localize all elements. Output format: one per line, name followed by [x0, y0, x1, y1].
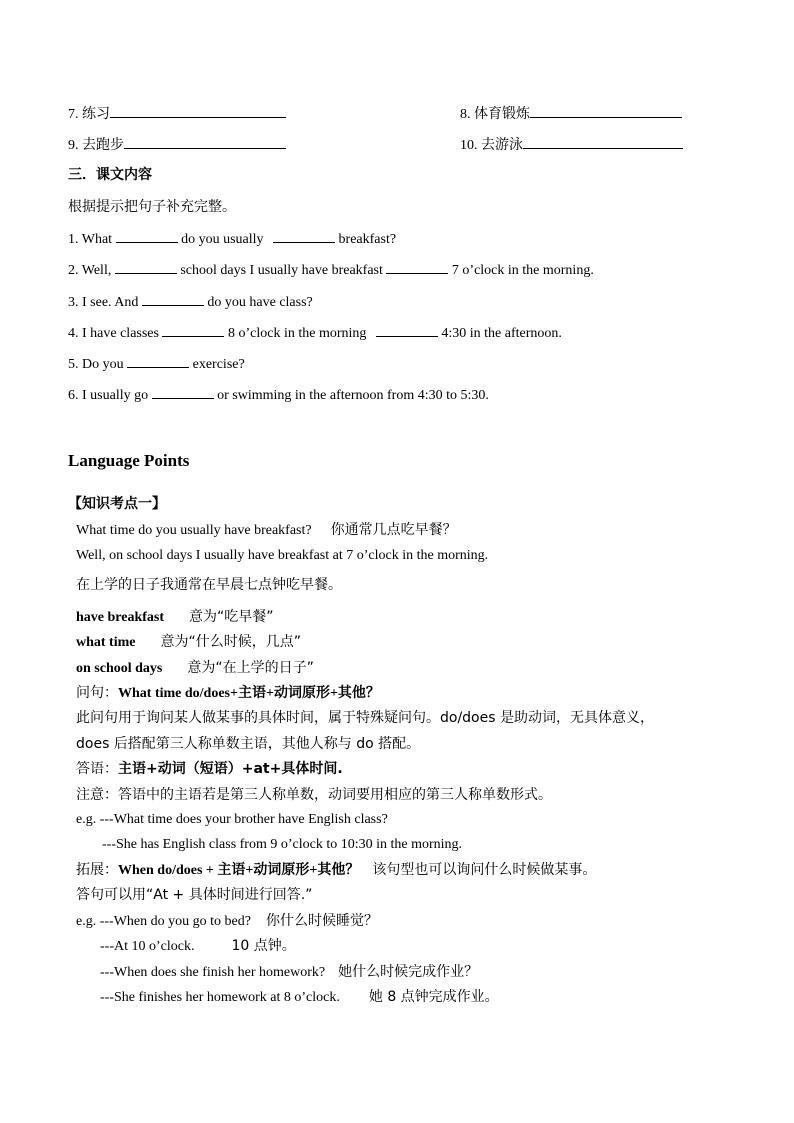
answer-blank[interactable]: [386, 260, 448, 274]
sentence-text: 2. Well,: [68, 263, 112, 278]
section-instruction: 根据提示把句子补充完整。: [68, 199, 236, 215]
knowledge-point-title: 【知识考点一】: [68, 496, 166, 512]
sentence-text: exercise?: [192, 357, 245, 372]
example-answer: Well, on school days I usually have breakfast at 7 o’clock in the morning.: [76, 548, 489, 563]
example-1-question: e.g. ---What time does your brother have English class?: [76, 812, 388, 827]
phrase-meaning: 意为“吃早餐”: [189, 609, 274, 625]
sentence-text: school days I usually have breakfast: [180, 263, 383, 278]
section-heading: 三．课文内容: [68, 167, 152, 183]
label: 答语：: [76, 761, 118, 777]
note-line: 注意：答语中的主语若是第三人称单数，动词要用相应的第三人称单数形式。: [76, 787, 552, 803]
english-text: e.g. ---When do you go to bed?: [76, 914, 251, 929]
question-formula: [76, 684, 380, 703]
answer-blank[interactable]: [376, 323, 438, 337]
example-3-answer: [100, 988, 499, 1007]
vocab-number: 7.: [68, 107, 79, 122]
vocab-item-7: [68, 104, 286, 124]
formula: When do/does + 主语+动词原形+其他？: [118, 863, 360, 878]
sentence-text: 6. I usually go: [68, 388, 149, 403]
example-question: [76, 521, 457, 540]
sentence-text: 3. I see. And: [68, 295, 139, 310]
vocab-number: 8.: [460, 107, 471, 122]
answer-blank[interactable]: [530, 104, 682, 118]
chinese-text: 你什么时候睡觉？: [265, 913, 378, 929]
answer-blank[interactable]: [273, 229, 335, 243]
vocab-prompt: 体育锻炼: [474, 106, 530, 122]
sentence-text: 7 o’clock in the morning.: [451, 263, 594, 278]
phrase-meaning: 意为“在上学的日子”: [187, 660, 314, 676]
sentence-5: [68, 354, 245, 374]
chinese-text: 10 点钟。: [231, 938, 296, 954]
phrase: have breakfast: [76, 610, 165, 625]
vocab-item-8: [460, 104, 682, 124]
example-2-answer: [100, 937, 296, 956]
sentence-text: breakfast?: [338, 232, 397, 247]
chinese-text: 你通常几点吃早餐？: [330, 522, 457, 538]
sentence-text: do you usually: [181, 232, 264, 247]
vocab-prompt: 去游泳: [481, 137, 523, 153]
vocab-prompt: 练习: [82, 106, 110, 122]
vocab-number: 9.: [68, 138, 79, 153]
example-translation: 在上学的日子我通常在早晨七点钟吃早餐。: [76, 577, 342, 593]
answer-blank[interactable]: [110, 104, 286, 118]
vocab-prompt: 去跑步: [82, 137, 124, 153]
answer-blank[interactable]: [127, 354, 189, 368]
chinese-text: 她什么时候完成作业？: [338, 964, 479, 980]
explanation-line-2: does 后搭配第三人称单数主语，其他人称与 do 搭配。: [76, 736, 421, 752]
language-points-title: Language Points: [68, 451, 190, 470]
english-text: ---When does she finish her homework?: [100, 965, 326, 980]
answer-blank[interactable]: [152, 385, 214, 399]
example-1-answer: ---She has English class from 9 o’clock to 10:30 in the morning.: [102, 837, 463, 852]
extension-text: 该句型也可以询问什么时候做某事。: [372, 862, 597, 878]
sentence-text: 4:30 in the afternoon.: [441, 326, 562, 341]
answer-formula: [76, 760, 343, 779]
sentence-3: [68, 292, 313, 312]
answer-blank[interactable]: [116, 229, 178, 243]
answer-blank[interactable]: [142, 292, 204, 306]
answer-blank[interactable]: [115, 260, 177, 274]
sentence-4: [68, 323, 562, 343]
phrase-what-time: [76, 633, 301, 652]
sentence-6: [68, 385, 489, 405]
formula: 主语+动词（短语）+at+具体时间.: [118, 761, 343, 777]
phrase-on-school-days: [76, 659, 314, 678]
example-2-question: [76, 912, 378, 931]
label: 问句：: [76, 685, 118, 701]
english-text: ---She finishes her homework at 8 o’clock.: [100, 990, 340, 1005]
sentence-text: 8 o’clock in the morning: [227, 326, 367, 341]
vocab-number: 10.: [460, 138, 478, 153]
label: 拓展：: [76, 862, 118, 878]
answer-blank[interactable]: [124, 135, 286, 149]
extension-formula: [76, 861, 596, 880]
answer-note: 答句可以用“At + 具体时间进行回答.”: [76, 887, 313, 903]
sentence-text: 1. What: [68, 232, 113, 247]
phrase-meaning: 意为“什么时候，几点”: [160, 634, 302, 650]
sentence-text: 5. Do you: [68, 357, 124, 372]
answer-blank[interactable]: [162, 323, 224, 337]
english-text: ---At 10 o’clock.: [100, 939, 195, 954]
phrase: what time: [76, 635, 136, 650]
sentence-text: do you have class?: [207, 295, 313, 310]
chinese-text: 她 8 点钟完成作业。: [368, 989, 499, 1005]
answer-blank[interactable]: [523, 135, 683, 149]
sentence-text: or swimming in the afternoon from 4:30 to 5:30.: [217, 388, 489, 403]
phrase: on school days: [76, 661, 163, 676]
explanation-line-1: 此问句用于询问某人做某事的具体时间，属于特殊疑问句。do/does 是助动词，无具体意义，: [76, 710, 654, 726]
vocab-item-9: [68, 135, 286, 155]
sentence-text: 4. I have classes: [68, 326, 159, 341]
sentence-2: [68, 260, 594, 280]
vocab-item-10: [460, 135, 683, 155]
english-text: What time do you usually have breakfast?: [76, 523, 312, 538]
phrase-have-breakfast: [76, 608, 274, 627]
example-3-question: [100, 963, 478, 982]
sentence-1: [68, 229, 396, 249]
formula: What time do/does+主语+动词原形+其他？: [118, 686, 380, 701]
